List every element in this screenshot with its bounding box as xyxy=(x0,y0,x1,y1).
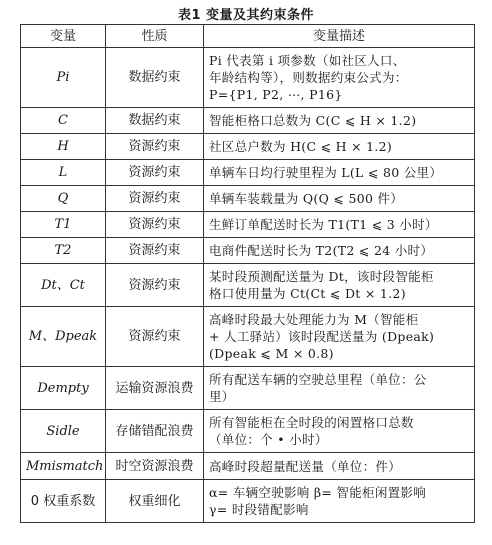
description-line: + 人工驿站）该时段配送量为 (Dpeak) xyxy=(209,329,435,344)
description-line: 单辆车日均行驶里程为 L(L ⩽ 80 公里） xyxy=(209,165,443,180)
cell-description xyxy=(204,480,475,523)
cell-symbol: Mmismatch xyxy=(21,453,106,480)
cell-symbol: T1 xyxy=(21,212,106,238)
table-row xyxy=(21,264,475,307)
cell-nature: 资源约束 xyxy=(106,186,204,212)
cell-description xyxy=(204,48,475,108)
description-line: 年龄结构等），则数据约束公式为： xyxy=(209,70,408,85)
cell-symbol: Dempty xyxy=(21,367,106,410)
cell-description xyxy=(204,264,475,307)
table-row xyxy=(21,307,475,367)
cell-description xyxy=(204,108,475,134)
description-line: (Dpeak ⩽ M × 0.8) xyxy=(209,346,334,361)
description-line: 生鲜订单配送时长为 T1(T1 ⩽ 3 小时） xyxy=(209,217,438,232)
description-line: γ= 时段错配影响 xyxy=(209,502,309,517)
cell-symbol: L xyxy=(21,160,106,186)
cell-description xyxy=(204,160,475,186)
cell-symbol: Sidle xyxy=(21,410,106,453)
cell-nature: 运输资源浪费 xyxy=(106,367,204,410)
description-line: 高峰时段最大处理能力为 M（智能柜 xyxy=(209,312,419,327)
description-line: 高峰时段超量配送量（单位：件） xyxy=(209,458,402,474)
cell-nature: 资源约束 xyxy=(106,264,204,307)
description-line: 里） xyxy=(209,389,235,404)
description-line: 所有智能柜在全时段的闲置格口总数 xyxy=(209,415,414,430)
cell-nature: 存储错配浪费 xyxy=(106,410,204,453)
cell-description xyxy=(204,238,475,264)
cell-nature: 资源约束 xyxy=(106,307,204,367)
header-description: 变量描述 xyxy=(204,25,475,48)
description-line: α= 车辆空驶影响 β= 智能柜闲置影响 xyxy=(209,485,427,500)
cell-nature: 资源约束 xyxy=(106,134,204,160)
cell-nature: 资源约束 xyxy=(106,160,204,186)
table-row xyxy=(21,238,475,264)
cell-nature: 资源约束 xyxy=(106,238,204,264)
table-row xyxy=(21,160,475,186)
cell-nature: 资源约束 xyxy=(106,212,204,238)
header-nature: 性质 xyxy=(106,25,204,48)
table-row xyxy=(21,410,475,453)
cell-description xyxy=(204,410,475,453)
cell-symbol: 0 权重系数 xyxy=(21,480,106,523)
variables-table xyxy=(20,24,475,523)
table-row xyxy=(21,212,475,238)
cell-symbol: C xyxy=(21,108,106,134)
cell-description xyxy=(204,453,475,480)
description-line: Pi 代表第 i 项参数（如社区人口、 xyxy=(209,53,406,68)
header-symbol: 变量 xyxy=(21,25,106,48)
table-caption: 表1 变量及其约束条件 xyxy=(177,8,315,23)
table-body xyxy=(21,48,475,523)
table-header-row xyxy=(21,25,475,48)
cell-description xyxy=(204,307,475,367)
cell-symbol: H xyxy=(21,134,106,160)
description-line: 电商件配送时长为 T2(T2 ⩽ 24 小时） xyxy=(209,243,434,258)
cell-nature: 数据约束 xyxy=(106,48,204,108)
description-line: 单辆车装载量为 Q(Q ⩽ 500 件） xyxy=(209,191,404,206)
cell-nature: 权重细化 xyxy=(106,480,204,523)
description-line: （单位：个 • 小时） xyxy=(209,432,328,447)
table-row xyxy=(21,48,475,108)
table-row xyxy=(21,453,475,480)
description-line: 某时段预测配送量为 Dt，该时段智能柜 xyxy=(209,269,434,284)
cell-symbol: Q xyxy=(21,186,106,212)
cell-description xyxy=(204,212,475,238)
table-row xyxy=(21,134,475,160)
table-row xyxy=(21,108,475,134)
cell-nature: 时空资源浪费 xyxy=(106,453,204,480)
description-line: 社区总户数为 H(C ⩽ H × 1.2) xyxy=(209,139,393,154)
cell-symbol: Pi xyxy=(21,48,106,108)
cell-symbol: T2 xyxy=(21,238,106,264)
cell-description xyxy=(204,134,475,160)
cell-description xyxy=(204,186,475,212)
cell-description xyxy=(204,367,475,410)
cell-symbol: Dt、Ct xyxy=(21,264,106,307)
table-row xyxy=(21,480,475,523)
description-line: 智能柜格口总数为 C(C ⩽ H × 1.2) xyxy=(209,113,417,128)
description-line: 格口使用量为 Ct(Ct ⩽ Dt × 1.2) xyxy=(209,286,406,301)
table-row xyxy=(21,186,475,212)
table-row xyxy=(21,367,475,410)
cell-nature: 数据约束 xyxy=(106,108,204,134)
cell-symbol: M、Dpeak xyxy=(21,307,106,367)
description-line: P={P1, P2, ⋯, P16} xyxy=(209,87,343,102)
description-line: 所有配送车辆的空驶总里程（单位：公 xyxy=(209,372,427,387)
